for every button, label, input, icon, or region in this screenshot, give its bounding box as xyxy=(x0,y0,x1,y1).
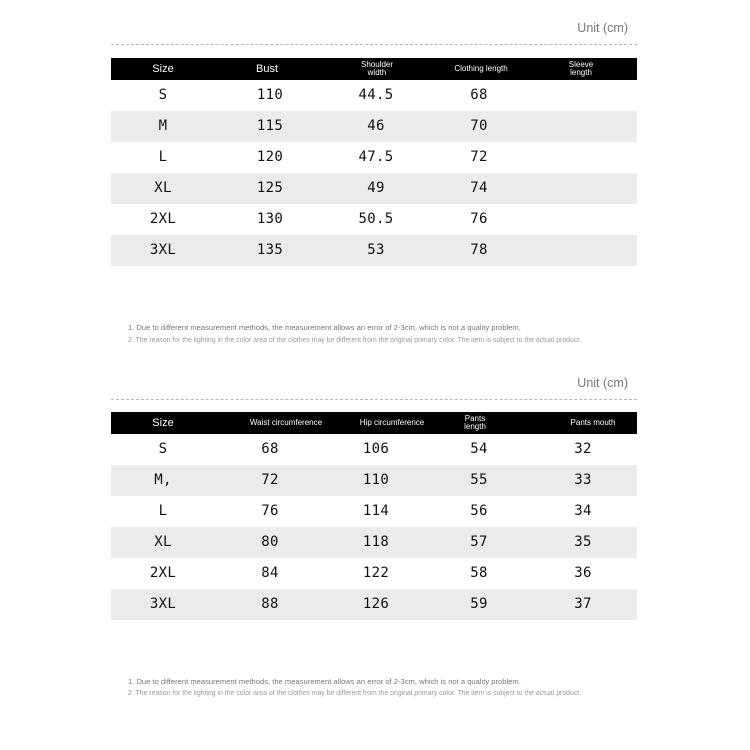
bottom-header-waist: Waist circumference xyxy=(249,418,323,427)
bottom-note-1: 1. Due to different measurement methods, the measurement allows an error of 2-3cm, which is not a quality problem. xyxy=(128,677,521,686)
pants-mouth-cell: 34 xyxy=(574,503,592,519)
table-row xyxy=(111,80,637,111)
waist-cell: 76 xyxy=(261,503,279,519)
bust-cell: 110 xyxy=(256,87,284,103)
sleeve-cell xyxy=(543,173,623,204)
shoulder-cell: 50.5 xyxy=(358,211,394,227)
size-cell: S xyxy=(158,441,168,457)
hip-cell: 118 xyxy=(362,534,390,550)
sleeve-cell xyxy=(543,111,623,142)
bottom-header-hip: Hip circumference xyxy=(359,418,425,427)
clothing-length-cell: 74 xyxy=(470,180,488,196)
waist-cell: 88 xyxy=(261,596,279,612)
top-size-table xyxy=(111,58,637,266)
size-cell: 2XL xyxy=(149,211,177,227)
hip-cell: 106 xyxy=(362,441,390,457)
size-cell: S xyxy=(158,87,168,103)
pants-length-cell: 58 xyxy=(470,565,488,581)
top-note-1: 1. Due to different measurement methods, the measurement allows an error of 2-3cm, which is not a quality problem, xyxy=(128,323,521,332)
pants-mouth-cell: 35 xyxy=(574,534,592,550)
hip-cell: 114 xyxy=(362,503,390,519)
table-row xyxy=(111,465,637,496)
top-header-sleeve: Sleeve length xyxy=(568,60,594,77)
size-cell: 2XL xyxy=(149,565,177,581)
clothing-length-cell: 70 xyxy=(470,118,488,134)
bottom-size-table xyxy=(111,412,637,620)
hip-cell: 126 xyxy=(362,596,390,612)
size-cell: XL xyxy=(154,180,172,196)
top-table-header xyxy=(111,58,637,80)
top-header-shoulder: Shoulder width xyxy=(360,60,394,77)
shoulder-cell: 46 xyxy=(367,118,385,134)
pants-length-cell: 54 xyxy=(470,441,488,457)
pants-length-cell: 55 xyxy=(470,472,488,488)
size-cell: 3XL xyxy=(149,242,177,258)
bottom-unit-label: Unit (cm) xyxy=(577,376,628,390)
clothing-length-cell: 76 xyxy=(470,211,488,227)
pants-length-cell: 59 xyxy=(470,596,488,612)
pants-mouth-cell: 37 xyxy=(574,596,592,612)
hip-cell: 110 xyxy=(362,472,390,488)
shoulder-cell: 53 xyxy=(367,242,385,258)
bottom-note-2: 2. The reason for the lighting in the color area of the clothes may be different from the original primary color. The item is subject to the actual product. xyxy=(128,690,582,697)
pants-mouth-cell: 32 xyxy=(574,441,592,457)
size-cell: XL xyxy=(154,534,172,550)
sleeve-cell xyxy=(543,235,623,266)
table-row xyxy=(111,589,637,620)
pants-length-cell: 57 xyxy=(470,534,488,550)
table-row xyxy=(111,434,637,465)
shoulder-cell: 47.5 xyxy=(358,149,394,165)
size-cell: M, xyxy=(154,472,172,488)
top-header-clothing-length: Clothing length xyxy=(454,64,508,73)
table-row xyxy=(111,204,637,235)
clothing-length-cell: 78 xyxy=(470,242,488,258)
pants-mouth-cell: 36 xyxy=(574,565,592,581)
top-unit-label: Unit (cm) xyxy=(577,21,628,35)
table-row xyxy=(111,142,637,173)
waist-cell: 68 xyxy=(261,441,279,457)
size-cell: L xyxy=(158,503,168,519)
table-row xyxy=(111,496,637,527)
bottom-header-size: Size xyxy=(152,416,174,429)
top-dashed-divider xyxy=(111,44,637,45)
sleeve-cell xyxy=(543,80,623,111)
top-header-bust: Bust xyxy=(255,62,278,75)
pants-mouth-cell: 33 xyxy=(574,472,592,488)
clothing-length-cell: 68 xyxy=(470,87,488,103)
sleeve-cell xyxy=(543,204,623,235)
size-cell: M xyxy=(158,118,168,134)
bottom-header-pants-mouth: Pants mouth xyxy=(570,418,616,427)
waist-cell: 84 xyxy=(261,565,279,581)
bust-cell: 130 xyxy=(256,211,284,227)
bust-cell: 135 xyxy=(256,242,284,258)
clothing-length-cell: 72 xyxy=(470,149,488,165)
table-row xyxy=(111,235,637,266)
bottom-dashed-divider xyxy=(111,399,637,400)
table-row xyxy=(111,558,637,589)
top-header-size: Size xyxy=(152,62,174,75)
bottom-header-pants-length: Pants length xyxy=(464,414,486,431)
bust-cell: 120 xyxy=(256,149,284,165)
table-row xyxy=(111,111,637,142)
waist-cell: 72 xyxy=(261,472,279,488)
shoulder-cell: 49 xyxy=(367,180,385,196)
sleeve-cell xyxy=(543,142,623,173)
waist-cell: 80 xyxy=(261,534,279,550)
pants-length-cell: 56 xyxy=(470,503,488,519)
shoulder-cell: 44.5 xyxy=(358,87,394,103)
hip-cell: 122 xyxy=(362,565,390,581)
size-cell: L xyxy=(158,149,168,165)
bust-cell: 115 xyxy=(256,118,284,134)
table-row xyxy=(111,173,637,204)
table-row xyxy=(111,527,637,558)
bottom-table-header xyxy=(111,412,637,434)
top-note-2: 2. The reason for the lighting in the color area of the clothes may be different from the original primary color. The item is subject to the actual product. xyxy=(128,337,582,344)
bust-cell: 125 xyxy=(256,180,284,196)
size-cell: 3XL xyxy=(149,596,177,612)
